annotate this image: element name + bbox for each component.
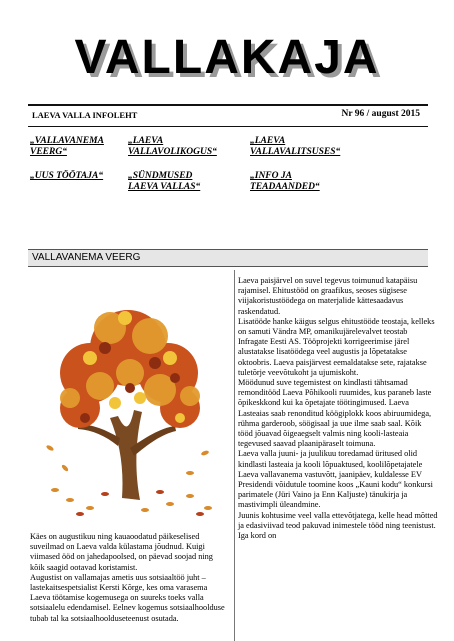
toc-link-vallavolikogus[interactable]: „LAEVA VALLAVOLIKOGUS“ — [128, 136, 217, 157]
right-column-text: Laeva paisjärvel on suvel tegevus toimunud katapäisu rajamisel. Ehitustööd on graafikus, seoses sügisese viijakoristustöödega on materjalide kättesaadavus raskendatud. Lisatööde hanke käigus selgus ehitustööde teostaja, kelleks on samuti Vändra MP, omanikujärelevalvet teostab Infragate Eesti AS. Tööprojekti korrigeerimise järel alustatakse lisatöödega veel augustis ja lõpetatakse oktoobris. Laeva paisjärvest eemaldatakse sete, rajatakse tuletõrje veevõtukoht ja ujumiskoht. Möödunud suve tegemistest on kindlasti tähtsamad remonditööd Laeva Põhikooli ruumides, kus paraneb laste õpikeskkond kui ka õpetajate töötingimused. Laeva Lasteaias saab renonditud köögiplokk koos abiruumidega, rühma garderoob, söögisaal ja uue ilme saab saal. Kõik tööd jõuavad õigeaegselt valmis ning kooli-lasteaia tegevused saavad plaanipäraselt toimuna. Laeva valla juuni- ja juulikuu toredamad üritused olid kindlasti lasteaia ja kooli lõpuaktused, koolilõpetajatele Laeva vallavanema vastuvõtt, jaanipäev, kuldalesse EV Presidendi võidutule toomine koos „Kauni kodu“ konkursi parimatele (Jüri Vaino ja Enn Kaljuste) tänukirja ja mastivimpli üleandmine. Juunis kohtusime veel valla ettevõtjatega, kelle head mõtted ja edasiviivad teod pakuvad inimestele tööd ning teenistust. Iga kord on — [238, 276, 438, 541]
toc-link-vallavanema[interactable]: „VALLAVANEMA VEERG“ — [30, 136, 104, 157]
masthead-title: VALLAKAJA — [74, 31, 380, 84]
toc-link-vallavalitsuses[interactable]: „LAEVA VALLAVALITSUSES“ — [250, 136, 341, 157]
header-strip — [28, 104, 428, 127]
toc-link-info[interactable]: „INFO JA TEADAANDED“ — [250, 171, 320, 192]
autumn-tree-icon — [30, 278, 226, 520]
section-title: VALLAVANEMA VEERG — [32, 252, 141, 263]
issue-number: Nr 96 / august 2015 — [341, 109, 420, 119]
column-divider — [234, 270, 235, 641]
toc-link-uus-tootaja[interactable]: „UUS TÖÖTAJA“ — [30, 171, 104, 181]
publication-name: LAEVA VALLA INFOLEHT — [32, 110, 138, 120]
left-column-text: Käes on augustikuu ning kauaoodatud päikeselised suveilmad on Laeva valda külastama jõudnud. Kuigi viimased ööd on jahedapoolsed, on päevad soojad ning kõik saagid ootavad koristamist. Augustist on vallamajas ametis uus sotsiaaltöö juht – lastekaitsespetsialist Kersti Kõrge, kes oma varasema Laeva töötamise kogemusega on suureks toeks valla sotsiaalelu edendamisel. Eelnev kogemus sotsiaalhoolduse tubab tal ka sotsiaalhoolduseteenust osutada. — [30, 532, 225, 623]
section-header — [28, 249, 428, 267]
toc-link-sundmused[interactable]: „SÜNDMUSED LAEVA VALLAS“ — [128, 171, 201, 192]
